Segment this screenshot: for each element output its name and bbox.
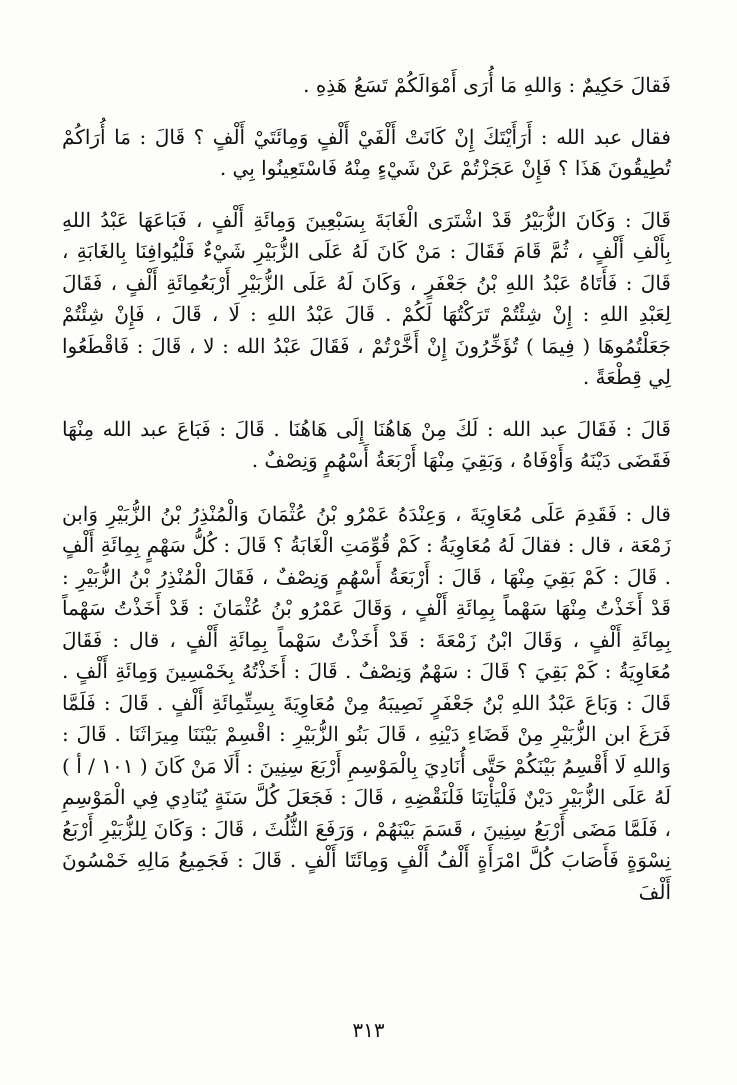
- paragraph-remaining-shares: قَالَ : فَقَالَ عبد الله : لَكَ مِنْ هَاهُنَا إِلَى هَاهُنَا . قَالَ : فَبَاعَ عبد الله مِنْهَا فَقَضَى دَيْنَهُ وَأَوْفَاهُ ، وَبَقِيَ مِنْهَا أَرْبَعَةُ أَسْهُمٍ وَنِصْفٌ .: [62, 416, 671, 472]
- page-number: ٣١٣: [352, 1018, 385, 1042]
- paragraph-muawiya: قال : فَقَدِمَ عَلَى مُعَاوِيَةَ ، وَعِنْدَهُ عَمْرُو بْنُ عُثْمَانَ وَالْمُنْذِرُ بْنُ الزُّبَيْرِ وَابن زَمْعَة ، قال : فقالَ لَهُ مُعَاوِيَةُ : كَمْ قُوِّمَتِ الْغَابَةُ ؟ قَالَ : كُلُّ سَهْمٍ بِمِائَةِ أَلْفٍ . قَالَ : كَمْ بَقِيَ مِنْهَا ، قَالَ : أَرْبَعَةُ أَسْهُمٍ وَنِصْفٌ ، فَقَالَ الْمُنْذِرُ بْنُ الزُّبَيْرِ : قَدْ أَخَذْتُ مِنْهَا سَهْماً بِمِائَةِ أَلْفٍ ، وَقَالَ عَمْرُو بْنُ عُثْمَانَ : قَدْ أَخَذْتُ سَهْماً بِمِائَةِ أَلْفٍ ، وَقَالَ ابْنُ زَمْعَةَ : قَدْ أَخَذْتُ سَهْماً بِمِائَةِ أَلْفٍ ، قال : فَقَالَ مُعَاوِيَةُ : كَمْ بَقِيَ ؟ قَالَ : سَهْمٌ وَنِصْفٌ . قَالَ : أَخَذْتُهُ بِخَمْسِينَ وَمِائَةِ أَلْفٍ . قَالَ : وَبَاعَ عَبْدُ اللهِ بْنُ جَعْفَرٍ نَصِيبَهُ مِنْ مُعَاوِيَةَ بِسِتِّمِائَةِ أَلْفٍ . قَالَ : فَلَمَّا فَرَغَ ابن الزُّبَيْرِ مِنْ قَضَاءِ دَيْنِهِ ، قَالَ بَنُو الزُّبَيْرِ : اقْسِمْ بَيْنَنَا مِيرَاثَنَا . قَالَ : وَاللهِ لَا أَقْسِمُ بَيْنَكُمْ حَتَّى أُنَادِيَ بِالْمَوْسِمِ أَرْبَعَ سِنِينَ : أَلَا مَنْ كَانَ ( ١٠١ / أ ) لَهُ عَلَى الزُّبَيْرِ دَيْنٌ فَلْيَأْتِنَا فَلْنَقْضِهِ ، قَالَ : فَجَعَلَ كُلَّ سَنَةٍ يُنَادِي فِي الْمَوْسِمِ ، فَلَمَّا مَضَى أَرْبَعُ سِنِينَ ، قَسَمَ بَيْنَهُمْ ، وَرَفَعَ الثُّلُثَ ، قَالَ : وَكَانَ لِلزُّبَيْرِ أَرْبَعُ نِسْوَةٍ فَأَصَابَ كُلَّ امْرَأَةٍ أَلْفُ أَلْفٍ وَمِائَتَا أَلْفٍ . قَالَ : فَجَمِيعُ مَالِهِ خَمْسُونَ أَلْفَ: [62, 501, 672, 904]
- paragraph-hakim: فَقالَ حَكِيمٌ : وَاللهِ مَا أُرَى أَمْوَالَكُمْ تَسَعُ هَذِهِ .: [303, 73, 671, 97]
- paragraph-ghaba-sale: قَالَ : وَكَانَ الزُّبَيْرُ قَدْ اشْتَرَى الْغَابَةَ بِسَبْعِينَ وَمِائَةِ أَلْفٍ ، فَبَاعَهَا عَبْدُ اللهِ بِأَلْفِ أَلْفٍ ، ثُمَّ قَامَ فَقَالَ : مَنْ كَانَ لَهُ عَلَى الزُّبَيْرِ شَيْءٌ فَلْيُوافِنَا بِالغَابَةِ ، قَالَ : فَأَتَاهُ عَبْدُ اللهِ بْنُ جَعْفَرٍ ، وَكَانَ لَهُ عَلَى الزُّبَيْرِ أَرْبَعُمِائَةِ أَلْفٍ ، فَقَالَ لِعَبْدِ اللهِ : إِنْ شِئْتُمْ تَرَكْتُهَا لَكُمْ . قَالَ عَبْدُ اللهِ : لَا ، قَالَ ، فَإِنْ شِئْتُمْ جَعَلْتُمُوهَا ( فِيمَا ) تُؤَخِّرُونَ إِنْ أَخَّرْتُمْ ، فَقَالَ عَبْدُ الله : لا ، قَالَ : فَاقْطَعُوا لِي قِطْعَةً .: [62, 207, 671, 389]
- paragraph-abdullah-question: فقال عبد الله : أَرَأَيْتَكَ إِنْ كَانَتْ أَلْفَيْ أَلْفٍ وَمِائَتَيْ أَلْفٍ ؟ قَالَ : مَا أُرَاكُمْ تُطِيقُونَ هَذَا ؟ فَإِنْ عَجَزْتُمْ عَنْ شَيْءٍ مِنْهُ فَاسْتَعِينُوا بِي .: [62, 124, 671, 180]
